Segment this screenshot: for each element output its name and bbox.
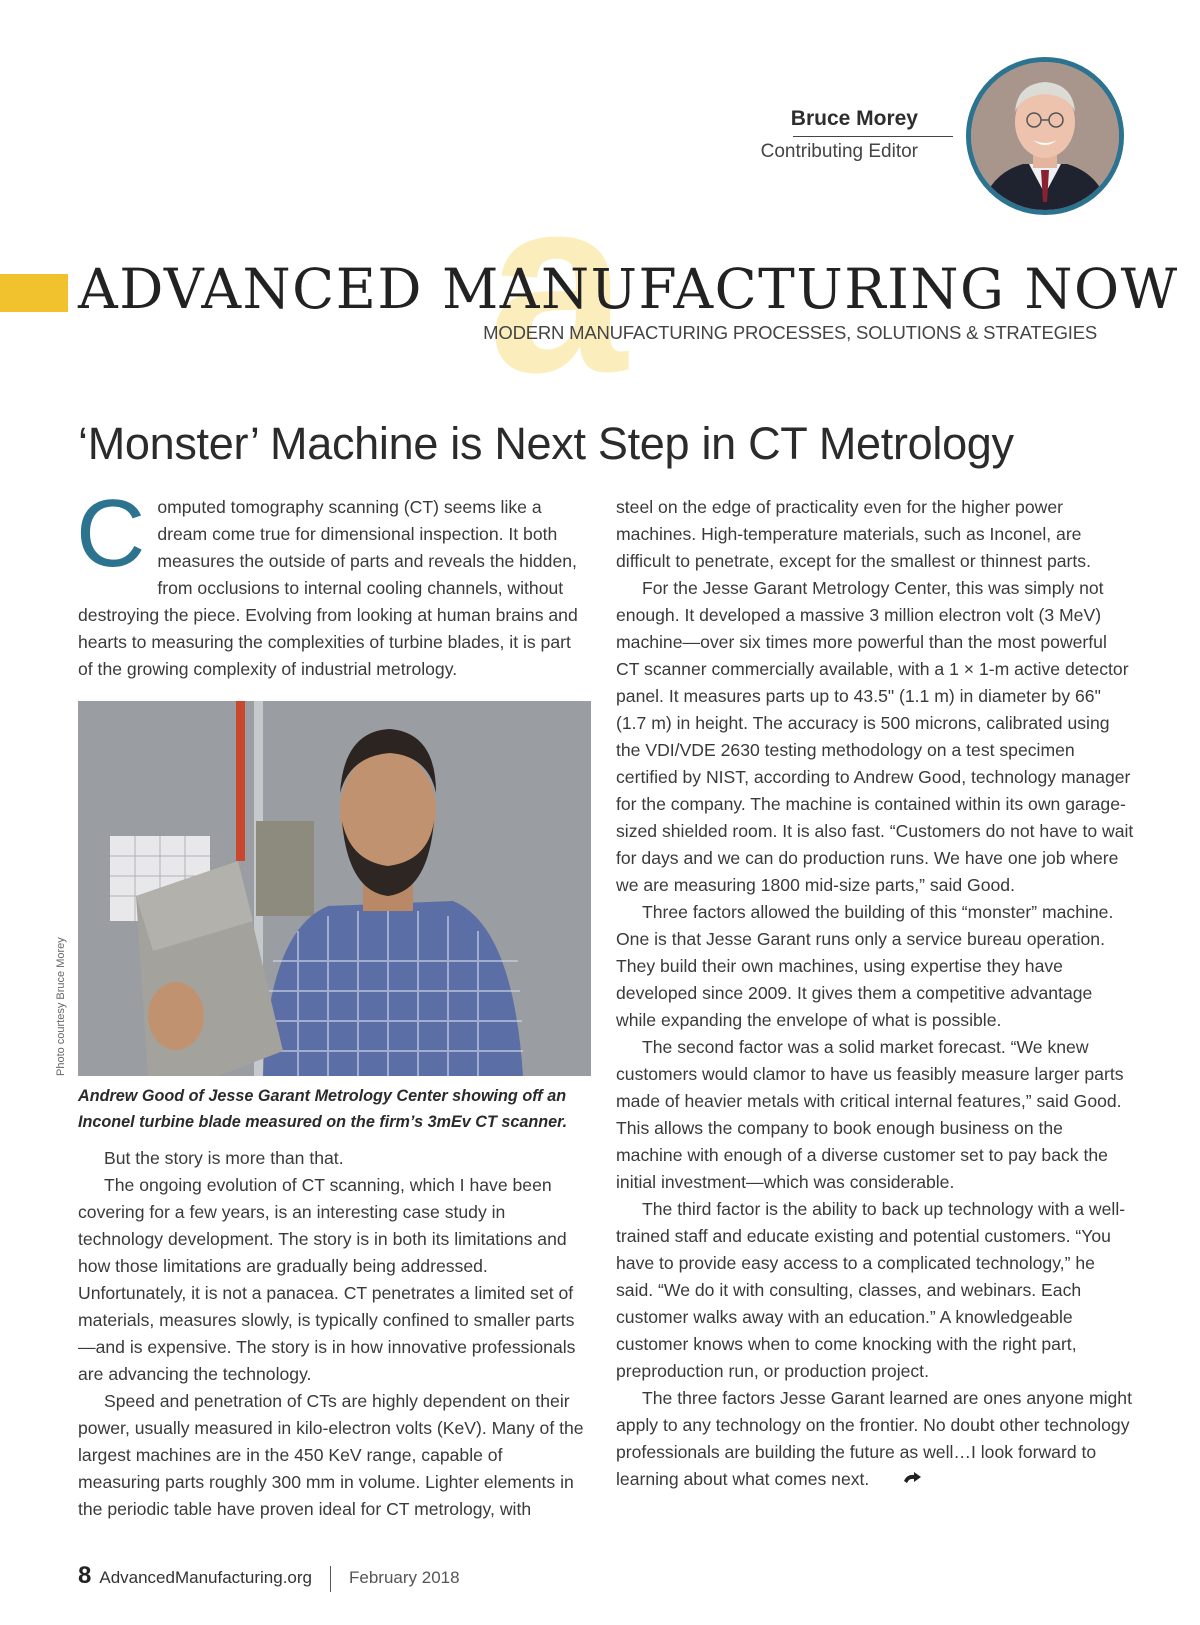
body-paragraph: The third factor is the ability to back up technology with a well-trained staff and educate existing and potential customers. “You have to provide easy access to a complicated technology,” he said. “We do it with consulting, classes, and webinars. Each customer walks away with an education.” A knowledgeable customer knows when to come knocking with the right part, preproduction run, or production project. (616, 1199, 1126, 1381)
article-lead (76, 480, 588, 683)
body-paragraph: steel on the edge of practicality even for the higher power machines. High-temperature materials, such as Inconel, are difficult to penetrate, except for the smallest or thinnest parts. (616, 497, 1091, 571)
lead-paragraph: omputed tomography scanning (CT) seems like a dream come true for dimensional inspection. It both measures the outside of parts and reveals the hidden, from occlusions to internal cooling channels, without destroying the piece. Evolving from looking at human brains and hearts to measuring the complexities of turbine blades, it is part of the growing complexity of industrial metrology. (78, 497, 578, 679)
drop-cap: C (76, 480, 146, 587)
author-role: Contributing Editor (760, 141, 918, 162)
body-paragraph: The second factor was a solid market forecast. “We knew customers would clamor to have us feasibly measure larger parts made of heavier metals with critical internal features,” said Good. This allows the company to book enough business on the machine with enough of a diverse customer set to pay back the initial investment—which was considerable. (616, 1037, 1124, 1192)
footer-site: AdvancedManufacturing.org (99, 1568, 312, 1587)
end-of-article-arrow-icon (875, 1467, 923, 1494)
footer-date: February 2018 (349, 1568, 460, 1587)
article-body-column-1 (78, 1145, 588, 1523)
author-name: Bruce Morey (790, 107, 918, 130)
page-number: 8 (78, 1562, 92, 1589)
byline-divider (793, 136, 953, 137)
body-paragraph-text: The three factors Jesse Garant learned are ones anyone might apply to any technology on the frontier. No doubt other technology professionals are building the future as well…I look forward to learning about what comes next. (616, 1388, 1132, 1489)
body-paragraph: Speed and penetration of CTs are highly dependent on their power, usually measured in kilo-electron volts (KeV). Many of the largest machines are in the 450 KeV range, capable of measuring parts roughly 300 mm in volume. Lighter elements in the periodic table have proven ideal for CT metrology, with (78, 1391, 584, 1519)
masthead-watermark-logo: a (488, 145, 628, 424)
photo-credit: Photo courtesy Bruce Morey (55, 937, 67, 1076)
photo-caption: Andrew Good of Jesse Garant Metrology Center showing off an Inconel turbine blade measured on the firm’s 3mEv CT scanner. (78, 1087, 568, 1131)
body-paragraph: The ongoing evolution of CT scanning, which I have been covering for a few years, is an interesting case study in technology development. The story is in both its limitations and how those limitations are gradually being addressed. Unfortunately, it is not a panacea. CT penetrates a limited set of materials, measures slowly, is typically confined to smaller parts—and is expensive. The story is in how innovative professionals are advancing the technology. (78, 1175, 576, 1384)
body-paragraph: But the story is more than that. (104, 1148, 344, 1168)
author-portrait (966, 57, 1124, 215)
footer-divider (330, 1566, 331, 1592)
article-headline: ‘Monster’ Machine is Next Step in CT Metrology (78, 418, 1014, 469)
last-paragraph (616, 1385, 1134, 1494)
masthead-title: ADVANCED MANUFACTURING NOW (78, 257, 1179, 321)
page-footer (78, 1562, 460, 1592)
masthead-subtitle: MODERN MANUFACTURING PROCESSES, SOLUTIONS & STRATEGIES (483, 322, 1097, 343)
body-paragraph: Three factors allowed the building of this “monster” machine. One is that Jesse Garant runs only a service bureau operation. They build their own machines, using expertise they have developed since 2009. It gives them a competitive advantage while expanding the envelope of what is possible. (616, 902, 1114, 1030)
article-body-column-2 (616, 494, 1134, 1494)
article-photo (78, 701, 591, 1076)
body-paragraph: For the Jesse Garant Metrology Center, this was simply not enough. It developed a massive 3 million electron volt (3 MeV) machine—over six times more powerful than the most powerful CT scanner commercially available, with a 1 × 1-m active detector panel. It measures parts up to 43.5" (1.1 m) in diameter by 66" (1.7 m) in height. The accuracy is 500 microns, calibrated using the VDI/VDE 2630 testing methodology on a test specimen certified by NIST, according to Andrew Good, technology manager for the company. The machine is contained within its own garage-sized shielded room. It is also fast. “Customers do not have to wait for days and we can do production runs. We have one job where we are measuring 1800 mid-size parts,” said Good. (616, 578, 1134, 895)
masthead-accent-bar (0, 274, 68, 312)
